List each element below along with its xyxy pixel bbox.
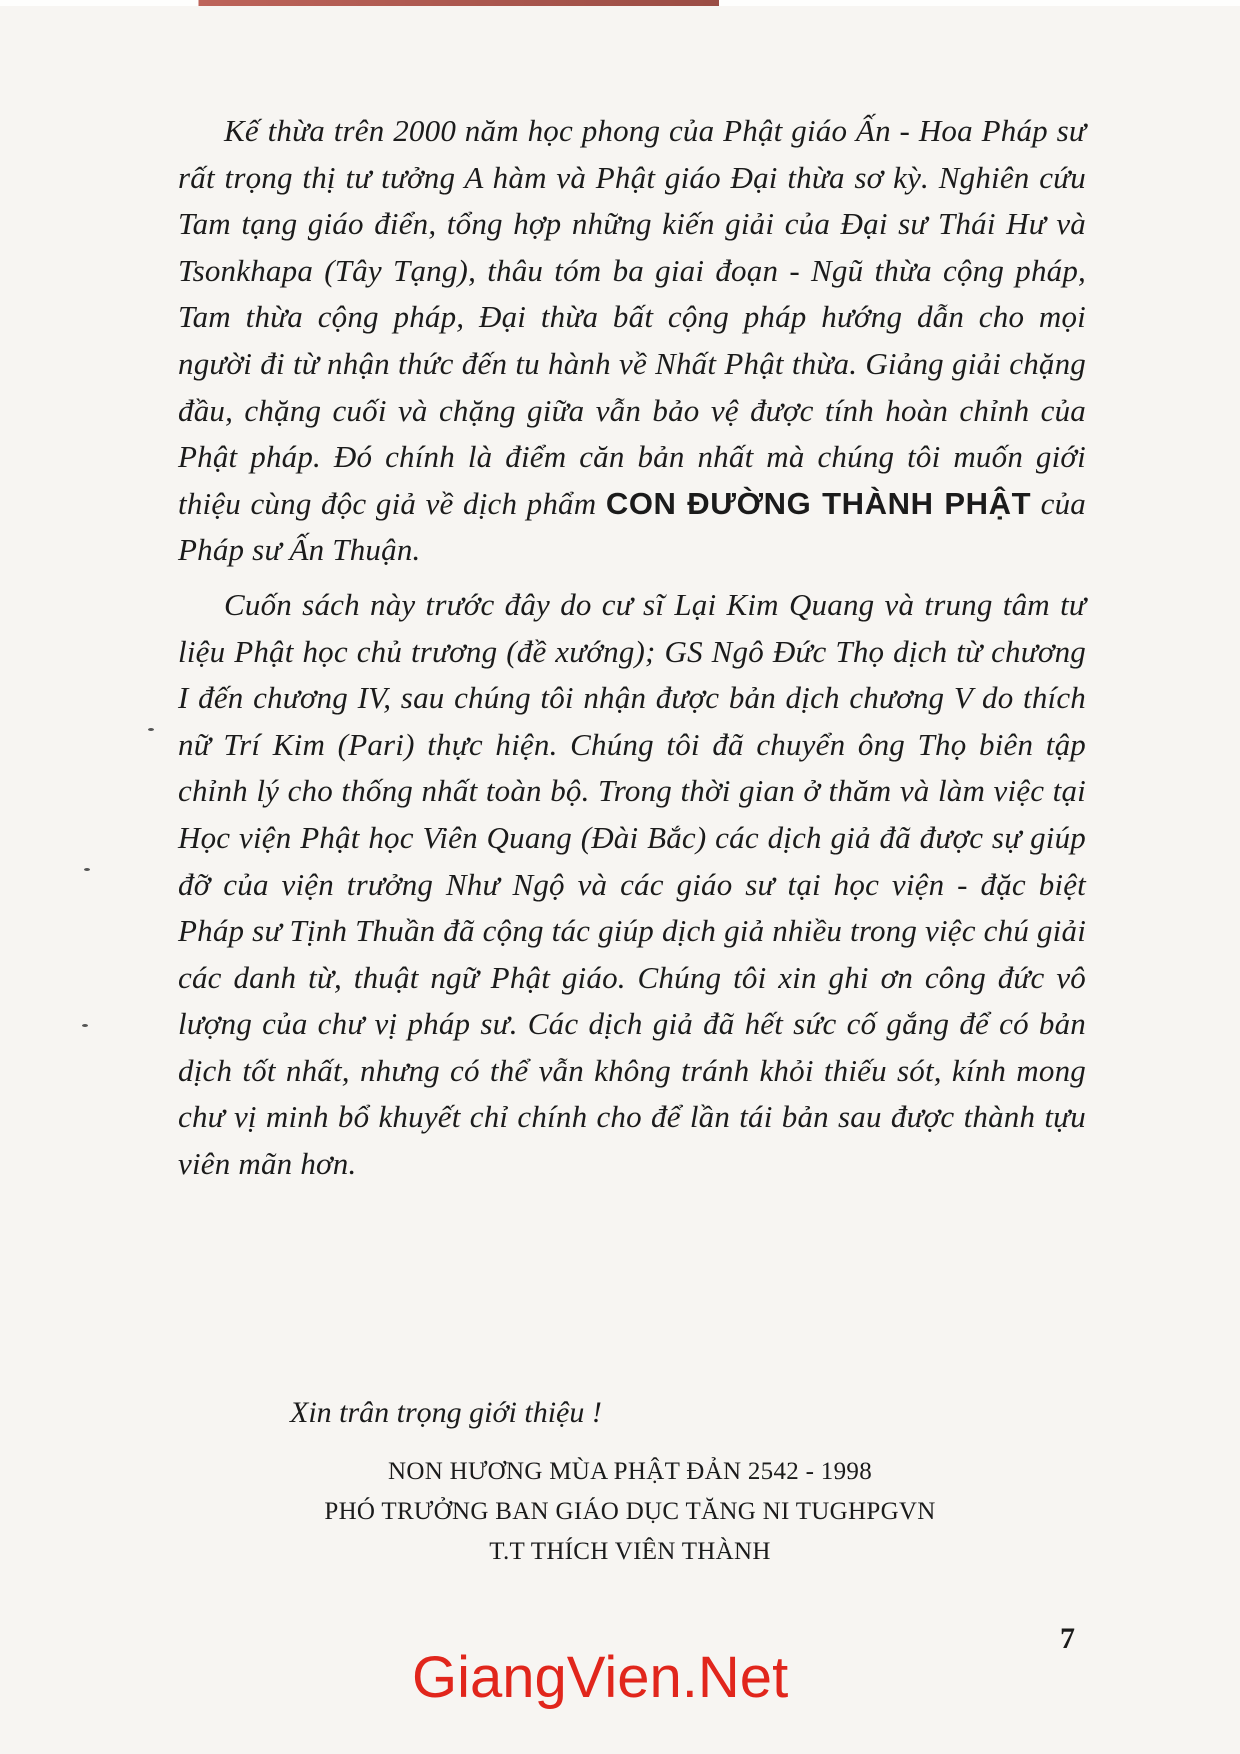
scan-speck	[148, 728, 154, 731]
closing-line: Xin trân trọng giới thiệu !	[290, 1396, 602, 1429]
paragraph-1	[178, 108, 1086, 574]
watermark-logo: GiangVien.Net	[412, 1645, 789, 1710]
signature-line-name: T.T THÍCH VIÊN THÀNH	[489, 1538, 771, 1565]
paragraph-1-text: Kế thừa trên 2000 năm học phong của Phật giáo Ấn - Hoa Pháp sư rất trọng thị tư tưởng A hàm và Phật giáo Đại thừa sơ kỳ. Nghiên cứu Tam tạng giáo điển, tổng hợp những kiến giải của Đại sư Thái Hư và Tsonkhapa (Tây Tạng), thâu tóm ba giai đoạn - Ngũ thừa cộng pháp, Tam thừa cộng pháp, Đại thừa bất cộng pháp hướng dẫn cho mọi người đi từ nhận thức đến tu hành về Nhất Phật thừa. Giảng giải chặng đầu, chặng cuối và chặng giữa vẫn bảo vệ được tính hoàn chỉnh của Phật pháp. Đó chính là điểm căn bản nhất mà chúng tôi muốn giới thiệu cùng độc giả về dịch phẩm	[178, 113, 1086, 521]
preface-body	[178, 108, 1086, 1188]
book-title: CON ĐƯỜNG THÀNH PHẬT	[605, 485, 1032, 521]
paragraph-1-tail: của Pháp sư Ấn Thuận.	[178, 485, 1086, 568]
signature-line-date: NON HƯƠNG MÙA PHẬT ĐẢN 2542 - 1998	[387, 1458, 872, 1485]
scan-speck	[84, 868, 90, 871]
signature-block	[250, 1452, 1010, 1572]
scan-speck	[82, 1024, 88, 1027]
page-top-edge	[0, 0, 1240, 6]
signature-line-title: PHÓ TRƯỞNG BAN GIÁO DỤC TĂNG NI TUGHPGVN	[324, 1498, 936, 1525]
page-number: 7	[1060, 1622, 1075, 1655]
paragraph-2: Cuốn sách này trước đây do cư sĩ Lại Kim Quang và trung tâm tư liệu Phật học chủ trương (đề xướng); GS Ngô Đức Thọ dịch từ chương I đến chương IV, sau chúng tôi nhận được bản dịch chương V do thích nữ Trí Kim (Pari) thực hiện. Chúng tôi đã chuyển ông Thọ biên tập chỉnh lý cho thống nhất toàn bộ. Trong thời gian ở thăm và làm việc tại Học viện Phật học Viên Quang (Đài Bắc) các dịch giả đã được sự giúp đỡ của viện trưởng Như Ngộ và các giáo sư tại học viện - đặc biệt Pháp sư Tịnh Thuần đã cộng tác giúp dịch giả nhiều trong việc chú giải các danh từ, thuật ngữ Phật giáo. Chúng tôi xin ghi ơn công đức vô lượng của chư vị pháp sư. Các dịch giả đã hết sức cố gắng để có bản dịch tốt nhất, nhưng có thể vẫn không tránh khỏi thiếu sót, kính mong chư vị minh bổ khuyết chỉ chính cho để lần tái bản sau được thành tựu viên mãn hơn.	[178, 586, 1087, 1182]
